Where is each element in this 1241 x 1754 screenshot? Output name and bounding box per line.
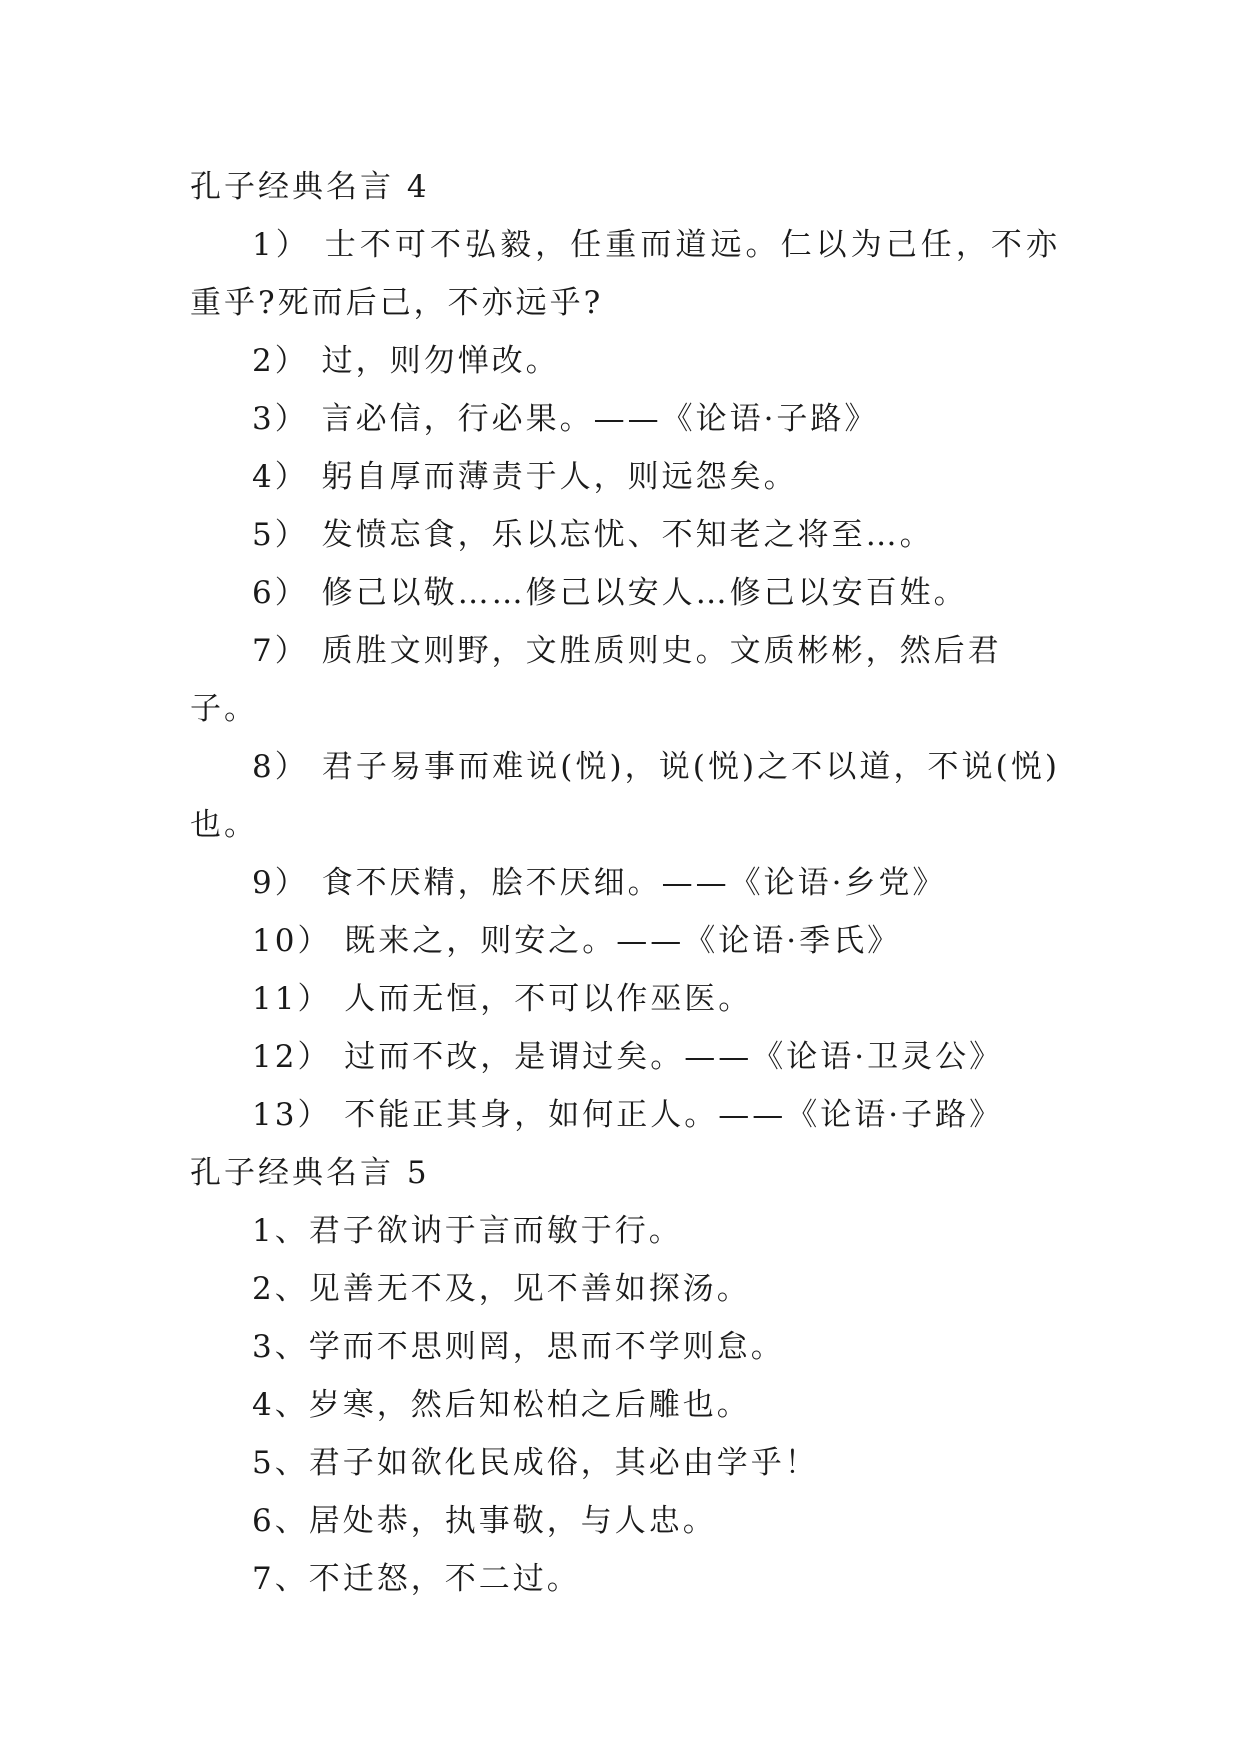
quote-paragraph: 6、居处恭，执事敬，与人忠。 [252, 1503, 717, 1539]
quote-paragraph: 3、学而不思则罔，思而不学则怠。 [252, 1329, 785, 1365]
quote-paragraph: 5） 发愤忘食，乐以忘忧、不知老之将至…。 [252, 517, 934, 553]
section-4 [190, 158, 1060, 1144]
quote-paragraph: 1、君子欲讷于言而敏于行。 [252, 1213, 683, 1249]
quote-paragraph: 13） 不能正其身，如何正人。——《论语·子路》 [252, 1097, 1004, 1133]
quote-paragraph: 7） 质胜文则野，文胜质则史。文质彬彬，然后君子。 [190, 633, 1002, 727]
quote-paragraph: 8） 君子易事而难说(悦)，说(悦)之不以道，不说(悦)也。 [190, 749, 1060, 843]
section-heading: 孔子经典名言 5 [190, 1155, 430, 1191]
quote-paragraph: 5、君子如欲化民成俗，其必由学乎！ [252, 1445, 819, 1481]
quote-paragraph: 10） 既来之，则安之。——《论语·季氏》 [252, 923, 902, 959]
section-5 [190, 1144, 1060, 1608]
quote-paragraph: 2） 过，则勿惮改。 [252, 343, 560, 379]
document-body [190, 158, 1060, 1608]
quote-paragraph: 6） 修己以敬……修己以安人…修己以安百姓。 [252, 575, 968, 611]
quote-paragraph: 12） 过而不改，是谓过矣。——《论语·卫灵公》 [252, 1039, 1004, 1075]
quote-paragraph: 4） 躬自厚而薄责于人，则远怨矣。 [252, 459, 798, 495]
quote-paragraph: 2、见善无不及，见不善如探汤。 [252, 1271, 751, 1307]
quote-paragraph: 7、不迁怒，不二过。 [252, 1561, 581, 1597]
quote-paragraph: 1） 士不可不弘毅，任重而道远。仁以为己任，不亦重乎?死而后己，不亦远乎? [190, 227, 1060, 321]
quote-paragraph: 11） 人而无恒，不可以作巫医。 [252, 981, 753, 1017]
quote-paragraph: 4、岁寒，然后知松柏之后雕也。 [252, 1387, 751, 1423]
quote-paragraph: 3） 言必信，行必果。——《论语·子路》 [252, 401, 879, 437]
section-heading: 孔子经典名言 4 [190, 169, 430, 205]
quote-paragraph: 9） 食不厌精，脍不厌细。——《论语·乡党》 [252, 865, 947, 901]
